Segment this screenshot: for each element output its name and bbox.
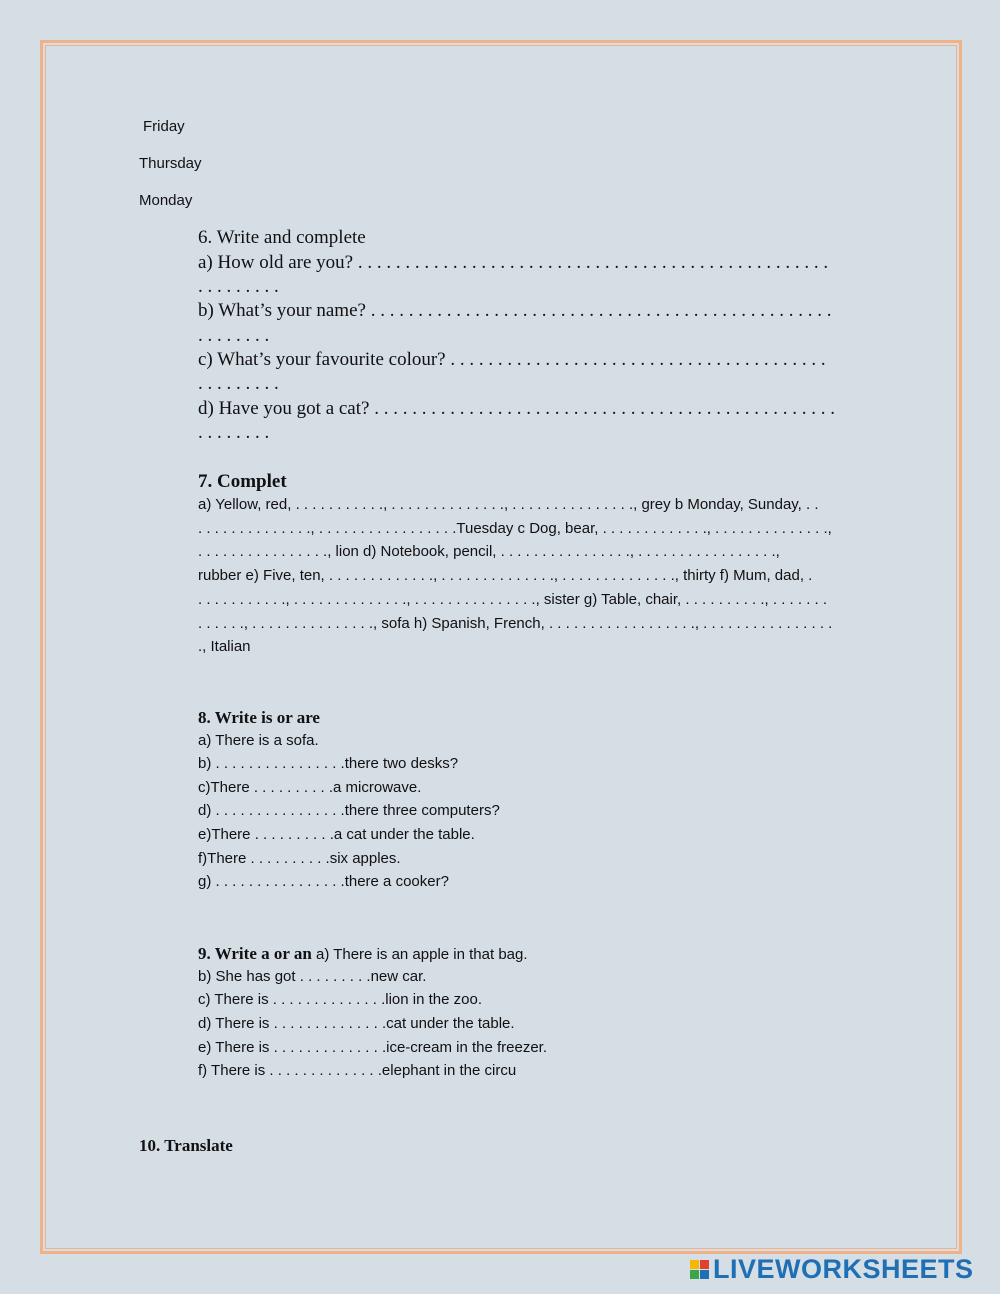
exercise-6-line: b) What’s your name? . . . . . . . . . . . . . . . . . . . . . . . . . . . . . . . . . . . . . . . . . . . . . . . . . <box>198 300 832 321</box>
exercise-8-line: g) . . . . . . . . . . . . . . . .there a cooker? <box>198 873 449 890</box>
exercise-9-line: b) She has got . . . . . . . . .new car. <box>198 968 427 985</box>
day-item-thursday: Thursday <box>139 155 202 172</box>
exercise-6-line: . . . . . . . . . <box>198 276 279 297</box>
exercise-9-title: 9. Write a or an <box>198 944 312 963</box>
exercise-6-title: 6. Write and complete <box>198 227 366 248</box>
exercise-8-line: b) . . . . . . . . . . . . . . . .there two desks? <box>198 755 459 772</box>
exercise-8-line: d) . . . . . . . . . . . . . . . .there three computers? <box>198 802 500 819</box>
exercise-9-line: c) There is . . . . . . . . . . . . . .lion in the zoo. <box>198 991 482 1008</box>
exercise-8-title: 8. Write is or are <box>198 708 320 727</box>
exercise-8-line: a) There is a sofa. <box>198 732 319 749</box>
exercise-10-title: 10. Translate <box>139 1136 233 1155</box>
logo-text: LIVEWORKSHEETS <box>713 1253 974 1284</box>
exercise-6-line: d) Have you got a cat? . . . . . . . . . . . . . . . . . . . . . . . . . . . . . . . . . . . . . . . . . . . . . . . . . <box>198 398 835 419</box>
day-item-friday: Friday <box>143 118 185 135</box>
day-item-monday: Monday <box>139 192 193 209</box>
logo-square <box>700 1260 709 1269</box>
exercise-7-line: . . . . . . . . . . . . . . . ., lion d) Notebook, pencil, . . . . . . . . . . . . . . . ., . . . . . . . . . . . . . . . . ., <box>198 543 780 560</box>
exercise-7-line: . . . . . ., . . . . . . . . . . . . . . ., sofa h) Spanish, French, . . . . . . . . . . . . . . . . . ., . . . . . . . . . . . . . . . . <box>198 615 833 632</box>
logo-mark-icon <box>690 1260 709 1279</box>
exercise-7-line: ., Italian <box>198 638 251 655</box>
exercise-8-line: f)There . . . . . . . . . .six apples. <box>198 850 401 867</box>
exercise-6-line: . . . . . . . . <box>198 422 270 443</box>
exercise-7-line: . . . . . . . . . . ., . . . . . . . . . . . . . ., . . . . . . . . . . . . . . ., sister g) Table, chair, . . . . . . . . . ., . . . . . . . <box>198 591 828 608</box>
exercise-9-line: f) There is . . . . . . . . . . . . . .elephant in the circu <box>198 1062 517 1079</box>
exercise-6-line: . . . . . . . . <box>198 325 270 346</box>
exercise-9-line: a) There is an apple in that bag. <box>311 946 528 963</box>
logo-square <box>700 1270 709 1279</box>
exercise-8-line: c)There . . . . . . . . . .a microwave. <box>198 779 422 796</box>
liveworksheets-logo <box>690 1254 974 1284</box>
logo-square <box>690 1260 699 1269</box>
exercise-6-line: c) What’s your favourite colour? . . . . . . . . . . . . . . . . . . . . . . . . . . . . . . . . . . . . . . . . <box>198 349 826 370</box>
exercise-7-title: 7. Complet <box>198 471 287 492</box>
exercise-9-line: d) There is . . . . . . . . . . . . . .cat under the table. <box>198 1015 515 1032</box>
exercise-6-line: a) How old are you? . . . . . . . . . . . . . . . . . . . . . . . . . . . . . . . . . . . . . . . . . . . . . . . . . . <box>198 252 829 273</box>
exercise-9-line: e) There is . . . . . . . . . . . . . .ice-cream in the freezer. <box>198 1039 548 1056</box>
exercise-9-heading-row <box>198 944 528 964</box>
exercise-8-line: e)There . . . . . . . . . .a cat under the table. <box>198 826 475 843</box>
exercise-7-line: rubber e) Five, ten, . . . . . . . . . . . . ., . . . . . . . . . . . . . ., . . . . . . . . . . . . . ., thirty f) Mum, dad, . <box>198 567 813 584</box>
logo-square <box>690 1270 699 1279</box>
exercise-7-line: . . . . . . . . . . . . . ., . . . . . . . . . . . . . . . . .Tuesday c Dog, bear, . . . . . . . . . . . . ., . . . . . . . . . . . . . ., <box>198 520 832 537</box>
exercise-6-line: . . . . . . . . . <box>198 373 279 394</box>
exercise-7-line: a) Yellow, red, . . . . . . . . . . ., . . . . . . . . . . . . . ., . . . . . . . . . . . . . . ., grey b Monday, Sunday, . . <box>198 496 819 513</box>
